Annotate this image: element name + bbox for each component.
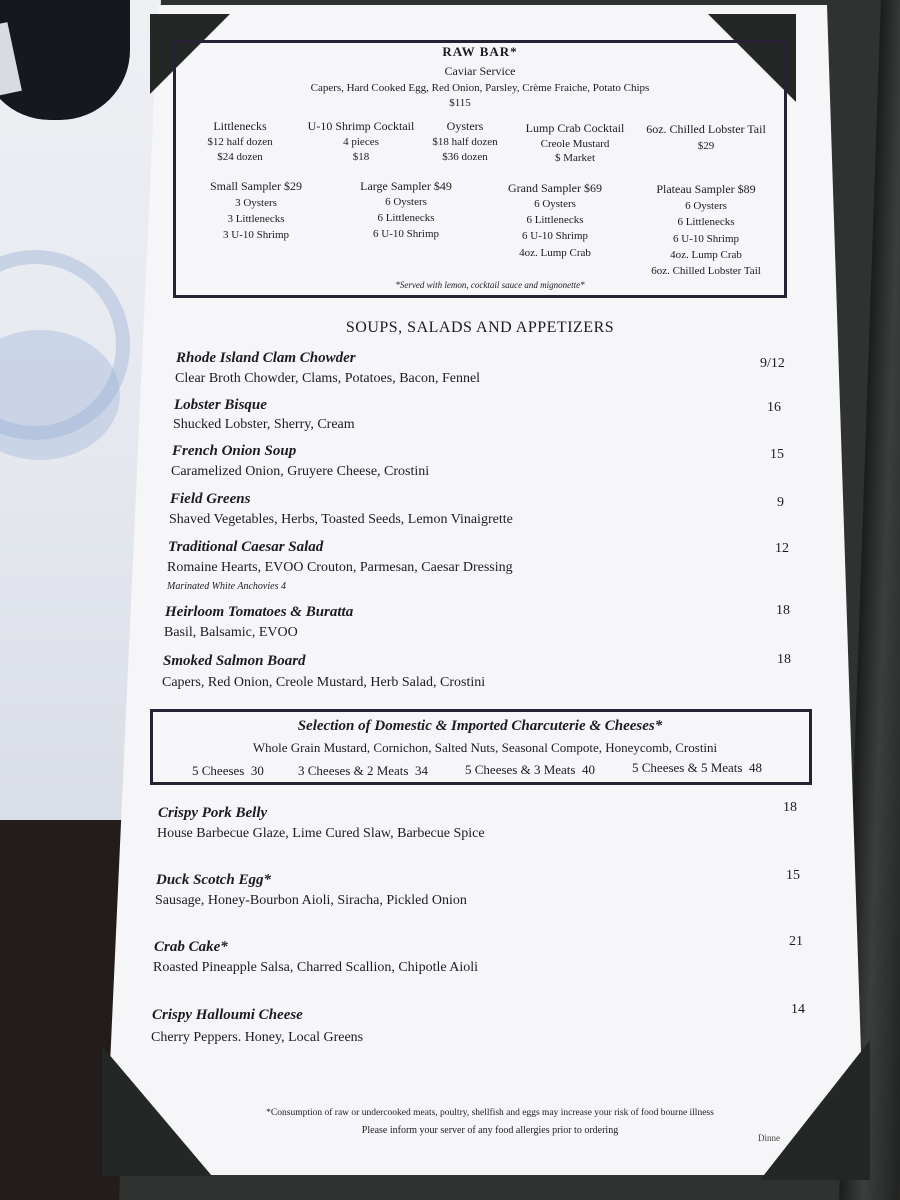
raw-bar-item-name: Oysters (446, 119, 484, 133)
menu-item-name: Smoked Salmon Board (163, 653, 306, 669)
charcuterie-option (465, 762, 595, 778)
option-price: 30 (250, 763, 264, 778)
charcuterie-option (192, 763, 264, 779)
menu-item-description: Capers, Red Onion, Creole Mustard, Herb Salad, Crostini (162, 675, 486, 690)
menu-item-price: 14 (791, 1002, 805, 1017)
menu-item-price: 9/12 (760, 356, 785, 371)
menu-item-description: Roasted Pineapple Salsa, Charred Scallion, Chipotle Aioli (153, 960, 479, 975)
charcuterie-option (632, 760, 762, 776)
sampler-line: 3 Oysters (235, 197, 277, 209)
caviar-service-description: Capers, Hard Cooked Egg, Red Onion, Parsley, Crème Fraiche, Potato Chips (310, 82, 650, 94)
menu-item-price: 18 (783, 800, 797, 815)
option-label: 5 Cheeses & 3 Meats (465, 762, 576, 777)
menu-item-name: Rhode Island Clam Chowder (176, 350, 356, 366)
option-label: 5 Cheeses (192, 763, 245, 778)
section-title: SOUPS, SALADS AND APPETIZERS (345, 319, 615, 336)
corner-holder-bottom-right (760, 1040, 870, 1180)
sampler-line: 6 Littlenecks (677, 216, 735, 228)
corner-holder-bottom-left (102, 1046, 212, 1176)
menu-item-name: Field Greens (170, 491, 251, 507)
sampler-name: Grand Sampler $69 (508, 181, 602, 195)
option-price: 48 (748, 760, 762, 775)
sampler-line: 6 U-10 Shrimp (673, 233, 739, 245)
menu-item-name: Heirloom Tomatoes & Buratta (165, 604, 354, 620)
menu-item-description: Shaved Vegetables, Herbs, Toasted Seeds, Lemon Vinaigrette (169, 512, 513, 527)
sampler-line: 6 Oysters (385, 196, 427, 208)
raw-bar-item-price: $18 half dozen (432, 136, 498, 148)
sampler-line: 6 Oysters (685, 200, 727, 212)
menu-item-name: Duck Scotch Egg* (156, 872, 272, 888)
sampler-name: Large Sampler $49 (360, 179, 452, 193)
menu-item-price: 15 (786, 868, 800, 883)
sampler-line: 6 Oysters (534, 198, 576, 210)
menu-item-description: Romaine Hearts, EVOO Crouton, Parmesan, Caesar Dressing (167, 560, 513, 575)
menu-item-description: Caramelized Onion, Gruyere Cheese, Crostini (171, 464, 430, 479)
menu-item-price: 9 (777, 495, 784, 510)
raw-bar-item-price: $29 (697, 140, 715, 152)
menu-item-price: 12 (775, 541, 789, 556)
option-price: 34 (414, 763, 428, 778)
charcuterie-title: Selection of Domestic & Imported Charcuterie & Cheeses* (297, 718, 663, 734)
raw-bar-item-price: $18 (352, 151, 370, 163)
sampler-line: 6 Littlenecks (526, 214, 584, 226)
sampler-line: 6 Littlenecks (377, 212, 435, 224)
menu-item-price: 16 (767, 400, 781, 415)
raw-bar-item-price: $36 dozen (442, 151, 488, 163)
menu-item-price: 18 (776, 603, 790, 618)
raw-bar-item-name: U-10 Shrimp Cocktail (307, 119, 415, 133)
charcuterie-option (298, 763, 428, 779)
raw-bar-item-price: $ Market (554, 152, 595, 164)
menu-item-price: 18 (777, 652, 791, 667)
menu-item-name: Traditional Caesar Salad (168, 539, 324, 555)
sampler-line: 6oz. Chilled Lobster Tail (651, 265, 761, 277)
raw-bar-title: RAW BAR* (442, 44, 518, 59)
menu-item-price: 15 (770, 447, 784, 462)
raw-bar-item-detail: Creole Mustard (540, 138, 610, 150)
raw-bar-item-name: Littlenecks (213, 119, 267, 133)
sampler-line: 4oz. Lump Crab (670, 249, 742, 261)
footer-allergy-note: Please inform your server of any food allergies prior to ordering (361, 1125, 619, 1136)
menu-item-name: Crab Cake* (154, 939, 228, 955)
menu-item-name: French Onion Soup (172, 443, 297, 459)
raw-bar-item-price: $24 dozen (217, 151, 263, 163)
option-label: 5 Cheeses & 5 Meats (632, 760, 743, 775)
menu-item-name: Crispy Pork Belly (158, 805, 268, 821)
sampler-line: 3 U-10 Shrimp (223, 229, 289, 241)
menu-item-name: Crispy Halloumi Cheese (152, 1007, 303, 1023)
menu-item-description: House Barbecue Glaze, Lime Cured Slaw, Barbecue Spice (157, 826, 485, 841)
sampler-line: 4oz. Lump Crab (519, 247, 591, 259)
sampler-line: 6 U-10 Shrimp (373, 228, 439, 240)
bottle-label (0, 22, 22, 98)
menu-item-description: Basil, Balsamic, EVOO (164, 625, 298, 640)
option-label: 3 Cheeses & 2 Meats (298, 763, 409, 778)
sampler-name: Plateau Sampler $89 (656, 182, 756, 196)
menu-item-name: Lobster Bisque (174, 397, 267, 413)
caviar-service-title: Caviar Service (444, 64, 516, 78)
option-price: 40 (581, 762, 595, 777)
menu-item-price: 21 (789, 934, 803, 949)
menu-item-addon: Marinated White Anchovies 4 (167, 581, 286, 592)
raw-bar-item-name: Lump Crab Cocktail (525, 121, 625, 135)
caviar-service-price: $115 (449, 97, 471, 109)
raw-bar-item-detail: 4 pieces (343, 136, 379, 148)
raw-bar-item-name: 6oz. Chilled Lobster Tail (646, 122, 766, 136)
menu-item-description: Sausage, Honey-Bourbon Aioli, Siracha, Pickled Onion (155, 893, 467, 908)
raw-bar-footnote: *Served with lemon, cocktail sauce and mignonette* (395, 280, 585, 290)
charcuterie-description: Whole Grain Mustard, Cornichon, Salted Nuts, Seasonal Compote, Honeycomb, Crostini (252, 740, 718, 755)
footer-disclaimer: *Consumption of raw or undercooked meats, poultry, shellfish and eggs may increase your risk of food bourne illness (266, 1108, 714, 1118)
sampler-line: 3 Littlenecks (227, 213, 285, 225)
page-tag: Dinne (758, 1133, 780, 1143)
menu-item-description: Clear Broth Chowder, Clams, Potatoes, Bacon, Fennel (175, 371, 481, 386)
sampler-name: Small Sampler $29 (210, 179, 302, 193)
sampler-line: 6 U-10 Shrimp (522, 230, 588, 242)
menu-item-description: Shucked Lobster, Sherry, Cream (173, 417, 355, 432)
menu-item-description: Cherry Peppers. Honey, Local Greens (151, 1030, 364, 1045)
raw-bar-item-price: $12 half dozen (207, 136, 273, 148)
